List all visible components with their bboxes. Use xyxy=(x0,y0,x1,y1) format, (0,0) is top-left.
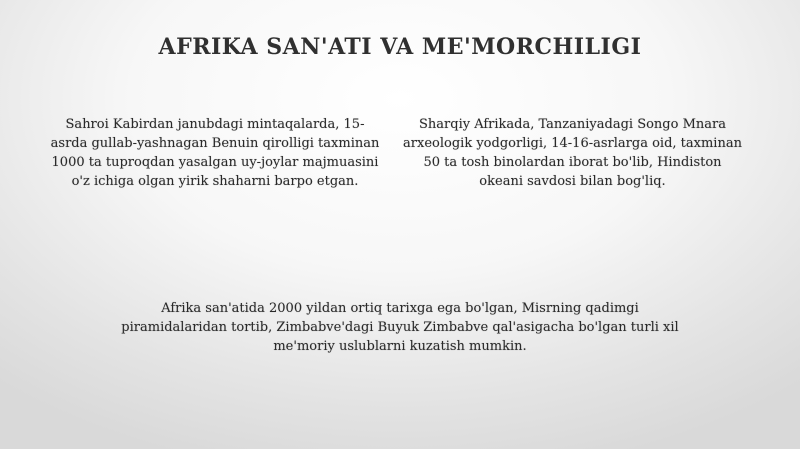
paragraph-songo-mnara: Sharqiy Afrikada, Tanzaniyadagi Songo Mnara arxeologik yodgorligi, 14-16-asrlarga oid, taxminan 50 ta tosh binolardan iborat bo'lib, Hindiston okeani savdosi bilan bog'liq. xyxy=(403,117,742,189)
slide-title: AFRIKA SAN'ATI VA ME'MORCHILIGI xyxy=(158,34,642,60)
paragraph-benin-kingdom: Sahroi Kabirdan janubdagi mintaqalarda, 15-asrda gullab-yashnagan Benuin qirolligi taxminan 1000 ta tuproqdan yasalgan uy-joylar majmuasini o'z ichiga olgan yirik shaharni barpo etgan. xyxy=(50,117,380,189)
paragraph-african-architecture: Afrika san'atida 2000 yildan ortiq tarixga ega bo'lgan, Misrning qadimgi piramidalaridan tortib, Zimbabve'dagi Buyuk Zimbabve qal'asigacha bo'lgan turli xil me'moriy uslublarni kuzatish mumkin. xyxy=(121,301,679,354)
